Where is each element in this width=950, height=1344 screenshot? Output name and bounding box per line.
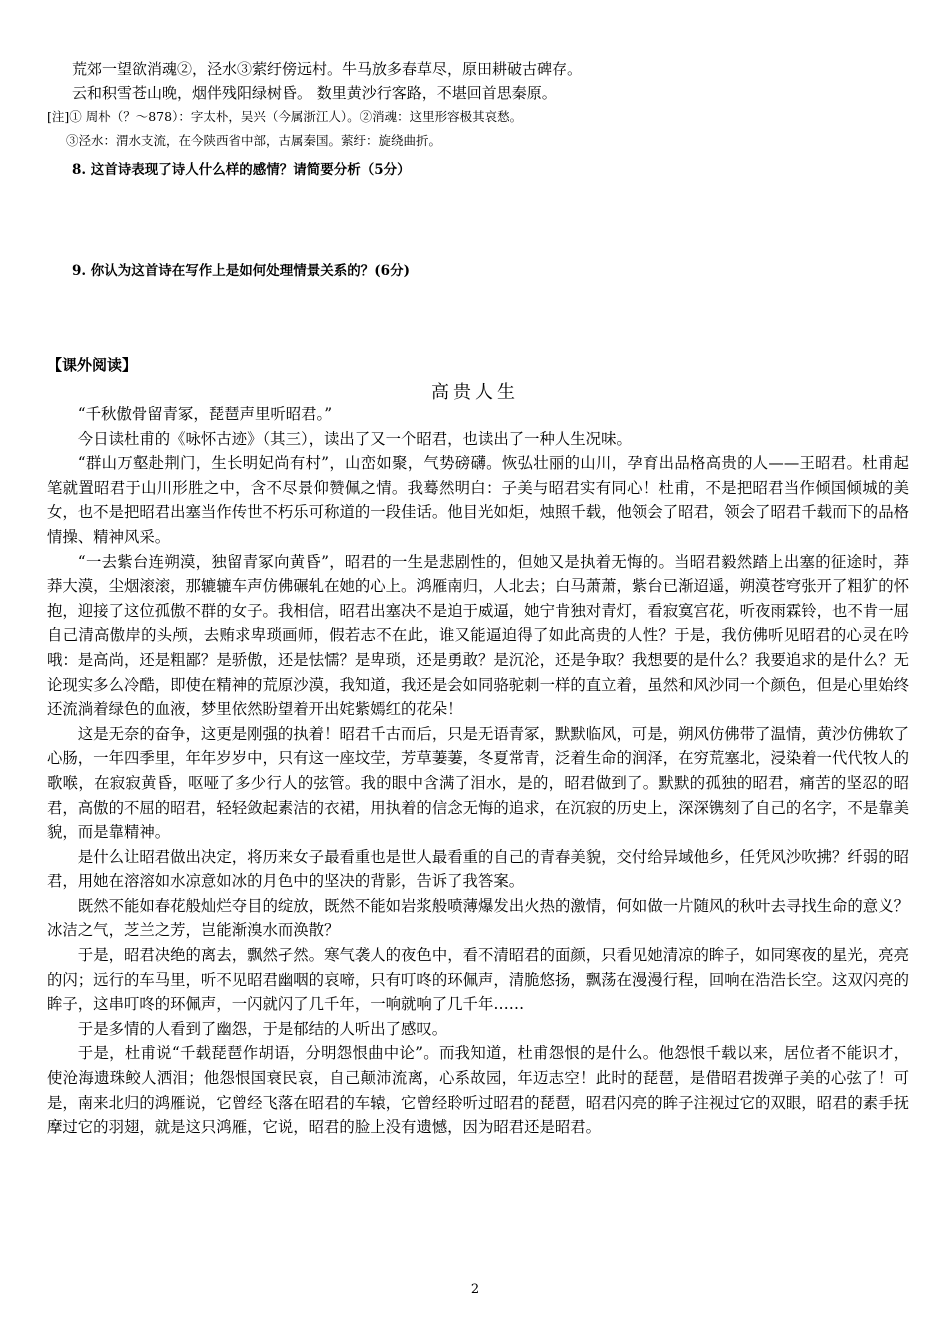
section-label: 【课外阅读】 [47,356,138,374]
essay-paragraph: 于是，杜甫说“千载琵琶作胡语，分明怨恨曲中论”。而我知道，杜甫怨恨的是什么。他怨恨千载以来，居位者不能识才，使沧海遗珠鲛人洒泪；他怨恨国衰民哀，自己颠沛流离，心系故园，年迈志空！此时的琵琶，是借昭君拨弹子美的心弦了！可是，南来北归的鸿雁说，它曾经飞落在昭君的车辕，它曾经聆听过昭君的琵琶，昭君闪亮的眸子注视过它的双眼，昭君的素手抚摩过它的羽翅，就是这只鸿雁，它说，昭君的脸上没有遗憾，因为昭君还是昭君。 [47,1044,909,1137]
essay-body [47,402,909,1140]
annotation-note-2: ③泾水：渭水支流，在今陕西省中部，古属秦国。萦纡：旋绕曲折。 [66,133,442,148]
essay-paragraph: “群山万壑赴荆门，生长明妃尚有村”，山峦如聚，气势磅礴。恢弘壮丽的山川，孕育出品格高贵的人——王昭君。杜甫起笔就置昭君于山川形胜之中，含不尽景仰赞佩之情。我蓦然明白：子美与昭君实有同心！杜甫，不是把昭君当作倾国倾城的美女，也不是把昭君出塞当作传世不朽乐可称道的一段佳话。他目光如炬，烛照千载，他领会了昭君，领会了昭君千载而下的品格情操、精神风采。 [47,454,909,546]
essay-paragraph: “一去紫台连朔漠，独留青冢向黄昏”，昭君的一生是悲剧性的，但她又是执着无悔的。当昭君毅然踏上出塞的征途时，莽莽大漠，尘烟滚滚，那辘辘车声仿佛碾轧在她的心上。鸿雁南归，人北去；白马萧萧，紫台已渐迢遥，朔漠苍穹张开了粗犷的怀抱，迎接了这位孤傲不群的女子。我相信，昭君出塞决不是迫于威逼，她宁肯独对青灯，看寂寞宫花，听夜雨霖铃，也不肯一屈自己清高傲岸的头颅，去贿求卑琐画师，假若志不在此，谁又能逼迫得了如此高贵的人性？于是，我仿佛听见昭君的心灵在吟哦：是高尚，还是粗鄙？是骄傲，还是怯懦？是卑琐，还是勇敢？是沉沦，还是争取？我想要的是什么？我要追求的是什么？无论现实多么冷酷，即使在精神的荒原沙漠，我知道，我还是会如同骆驼刺一样的直立着，虽然和风沙同一个颜色，但是心里始终还流淌着绿色的血液，梦里依然盼望着开出姹紫嫣红的花朵！ [47,552,909,719]
essay-title: 高贵人生 [431,382,519,403]
essay-paragraph: 于是，昭君决绝的离去，飘然孑然。寒气袭人的夜色中，看不清昭君的面颜，只看见她清凉的眸子，如同寒夜的星光，亮亮的闪；远行的车马里，听不见昭君幽咽的哀啼，只有叮咚的环佩声，清脆悠扬，飘荡在漫漫行程，回响在浩浩长空。这双闪亮的眸子，这串叮咚的环佩声，一闪就闪了几千年，一响就响了几千年…… [47,946,909,1014]
page-number: 2 [470,1282,480,1297]
question-9: 9. 你认为这首诗在写作上是如何处理情景关系的？(6分) [72,263,410,279]
poem-line-2: 云和积雪苍山晚，烟伴残阳绿树昏。 数里黄沙行客路，不堪回首思秦原。 [72,84,557,102]
essay-paragraph: 今日读杜甫的《咏怀古迹》（其三），读出了又一个昭君，也读出了一种人生况味。 [77,429,632,448]
annotation-note-1: [注]① 周朴（？～878）：字太朴，吴兴（今属浙江人）。②消魂：这里形容极其哀愁。 [47,109,523,124]
essay-paragraph: 既然不能如春花般灿烂夺目的绽放，既然不能如岩浆般喷薄爆发出火热的激情，何如做一片随风的秋叶去寻找生命的意义？冰洁之气，芝兰之芳，岂能渐溴水而涣散？ [47,896,909,940]
essay-paragraph: 是什么让昭君做出决定，将历来女子最看重也是世人最看重的自己的青春美貌，交付给异域他乡，任凭风沙吹拂？纤弱的昭君，用她在溶溶如水凉意如冰的月色中的坚决的背影，告诉了我答案。 [47,847,909,891]
essay-paragraph: 于是多情的人看到了幽怨，于是郁结的人听出了感叹。 [77,1019,448,1038]
essay-paragraph: “千秋傲骨留青冢，琵琶声里听昭君。” [77,405,333,423]
poem-line-1: 荒郊一望欲消魂②，泾水③萦纡傍远村。牛马放多春草尽，原田耕破古碑存。 [72,60,583,78]
essay-paragraph: 这是无奈的奋争，这更是刚强的执着！昭君千古而后，只是无语青冢，默默临风，可是，朔风仿佛带了温情，黄沙仿佛软了心肠，一年四季里，年年岁岁中，只有这一座坟茔，芳草萋萋，冬夏常青，泛着生命的润泽，在穷荒塞北，浸染着一代代牧人的歌喉，在寂寂黄昏，呕哑了多少行人的弦管。我的眼中含满了泪水，是的，昭君做到了。默默的孤独的昭君，痛苦的坚忍的昭君，高傲的不屈的昭君，轻轻敛起素洁的衣裙，用执着的信念无悔的追求，在沉寂的历史上，深深镌刻了自己的名字，不是靠美貌，而是靠精神。 [47,724,909,842]
question-8: 8. 这首诗表现了诗人什么样的感情？请简要分析（5分） [72,162,411,178]
